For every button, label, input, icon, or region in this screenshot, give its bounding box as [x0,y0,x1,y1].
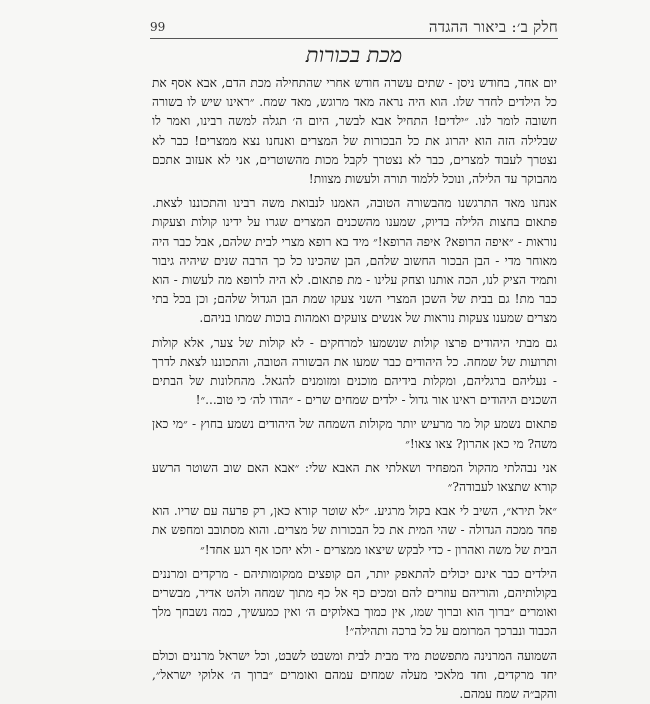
page-number: 99 [150,20,166,34]
chapter-title: מכת בכורות [305,43,403,67]
paragraph: יום אחד, בחודש ניסן - שתים עשרה חודש אחרי שהתחילה מכת הדם, אבא אסף את כל הילדים לחדר שלו. הוא היה נראה מאד מרוגש, מאד שמח. ״ראינו שיש לו בשורה חשובה לומר לנו. ״ילדים! התחיל אבא לבשר, היום ה׳ תגלה למשה רבינו, ואמר לו שבלילה הזה הוא יהרוג את כל הבכורות של המצרים ואנחנו נצא ממצרים! כבר לא נצטרך לעבוד למצרים, כבר לא נצטרך לקבל מכות מהשוטרים, אני לא אעזוב אתכם מהבוקר עד הלילה, ונוכל ללמוד תורה ולעשות מצוות! [152,76,557,187]
paragraph: הילדים כבר אינם יכולים להתאפק יותר, הם קופצים ממקומותיהם - מרקדים ומרננים בקולותיהם, והוריהם עוזרים להם ומכים כף אל כף מתוך שמחה ולהט אדיר, מבשרים ואומרים ״ברוך הוא וברוך שמו, אין כמוך באלוקים ה׳ ואין כמעשיך, כמה נשבחך מלך הכבוד ונברכך המרומם על כל ברכה ותהילה״! [152,566,557,639]
paragraph: אני נבהלתי מהקול המפחיד ושאלתי את האבא שלי: ״אבא האם שוב השוטר הרשע קורא שתצאו לעבודה?״ [152,460,557,495]
paragraph: גם מבתי היהודים פרצו קולות שנשמעו למרחקים - לא קולות של צער, אלא קולות ותרועות של שמחה. כל היהודים כבר שמעו את הבשורה הטובה, והתכוננו לצאת לדרך - נעליהם ברגליהם, ומקלות בידיהם מוכנים ומזומנים להגאל. מהחלונות של הבתים השכנים היהודים ראינו אור גדול - ילדים שמחים שרים - ״הודו לה׳ כי טוב...״! [152,335,557,408]
paragraph: אנחנו מאד התרגשנו מהבשורה הטובה, האמנו לנבואת משה רבינו והתכוננו לצאת. פתאום בחצות הלילה בדיוק, שמענו מהשכנים המצרים שגרו על ידינו קולות וצעקות נוראות - ״איפה הרופא? איפה הרופא!״ מיד בא רופא מצרי לבית שלהם, אבל כבר היה מאוחר מדי - הבן הבכור החשוב שלהם, הבן שהכינו כל כך הרבה שנים שיהיה גיבור ותמיד הציק לנו, הכה אותנו וצחק עלינו - מת פתאום. לא היה לרופא מה לעשות - הוא כבר מת! גם בבית של השכן המצרי השני צעקו שמת הבן הגדול שלהם; וכן בכל בתי מצרים שמענו צעקות נוראות של אנשים צועקים ואמהות בוכות שמתו בניהם. [152,196,557,326]
body-text [152,74,557,704]
running-head: חלק ב׳: ביאור ההגדה [428,18,558,36]
header-rule [150,38,558,39]
paragraph: השמועה המרנינה מתפשטת מיד מבית לבית ומשבט לשבט, וכל ישראל מרננים וכולם יחד מרקדים, וחד מלאכי מעלה שמחים עמהם ואומרים ״ברוך ה׳ אלוקי ישראל״, והקב״ה שמח עמהם. [152,648,557,702]
paragraph: פתאום נשמע קול מר מרעיש יותר מקולות השמחה של היהודים נשמע בחוץ - ״מי כאן משה? מי כאן אהרון? צאו צאו!״ [152,417,557,451]
paragraph: ״אל תירא״, השיב לי אבא בקול מרגיע. ״לא שוטר קורא כאן, רק פרעה עם שריו. הוא פחד ממכה הגדולה - שהי המית את כל הבכורות של מצרים. והוא מסתובב ומחפש את הבית של משה ואהרון - כדי לבקש שיצאו ממצרים - ולא יחכו אף רגע אחד!״ [152,504,557,557]
